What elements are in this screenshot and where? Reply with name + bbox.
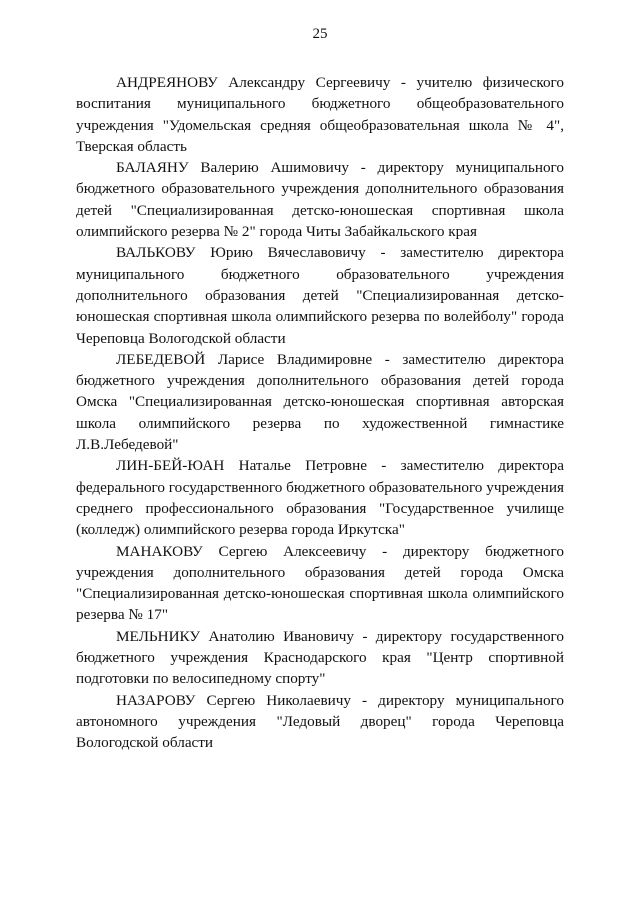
list-item: НАЗАРОВУ Сергею Николаевичу - директору муниципального автономного учреждения "Ледовый дворец" города Череповца Вологодской области [76,691,564,752]
list-item: ЛИН-БЕЙ-ЮАН Наталье Петровне - заместителю директора федерального государственного бюджетного образовательного учреждения среднего профессионального образования "Государственное училище (колледж) олимпийского резерва города Иркутска" [76,457,564,539]
page-number: 25 [312,26,328,42]
award-list [76,72,564,754]
list-item: АНДРЕЯНОВУ Александру Сергеевичу - учителю физического воспитания муниципального бюджетного общеобразовательного учреждения "Удомельская средняя общеобразовательная школа № 4", Тверская область [76,74,564,155]
list-item: МАНАКОВУ Сергею Алексеевичу - директору бюджетного учреждения дополнительного образования детей города Омска "Специализированная детско-юношеская спортивная школа олимпийского резерва № 17" [76,542,564,624]
list-item: ВАЛЬКОВУ Юрию Вячеславовичу - заместителю директора муниципального бюджетного образовательного учреждения дополнительного образования детей "Специализированная детско-юношеская спортивная школа олимпийского резерва по волейболу" города Череповца Вологодской области [76,244,564,347]
list-item: ЛЕБЕДЕВОЙ Ларисе Владимировне - заместителю директора бюджетного учреждения дополнительного образования детей города Омска "Специализированная детско-юношеская спортивная авторская школа олимпийского резерва по художественной гимнастике Л.В.Лебедевой" [76,350,564,454]
list-item: МЕЛЬНИКУ Анатолию Ивановичу - директору государственного бюджетного учреждения Краснодарского края "Центр спортивной подготовки по велосипедному спорту" [76,627,564,688]
list-item: БАЛАЯНУ Валерию Ашимовичу - директору муниципального бюджетного образовательного учреждения дополнительного образования детей "Специализированная детско-юношеская спортивная школа олимпийского резерва № 2" города Читы Забайкальского края [76,159,564,241]
